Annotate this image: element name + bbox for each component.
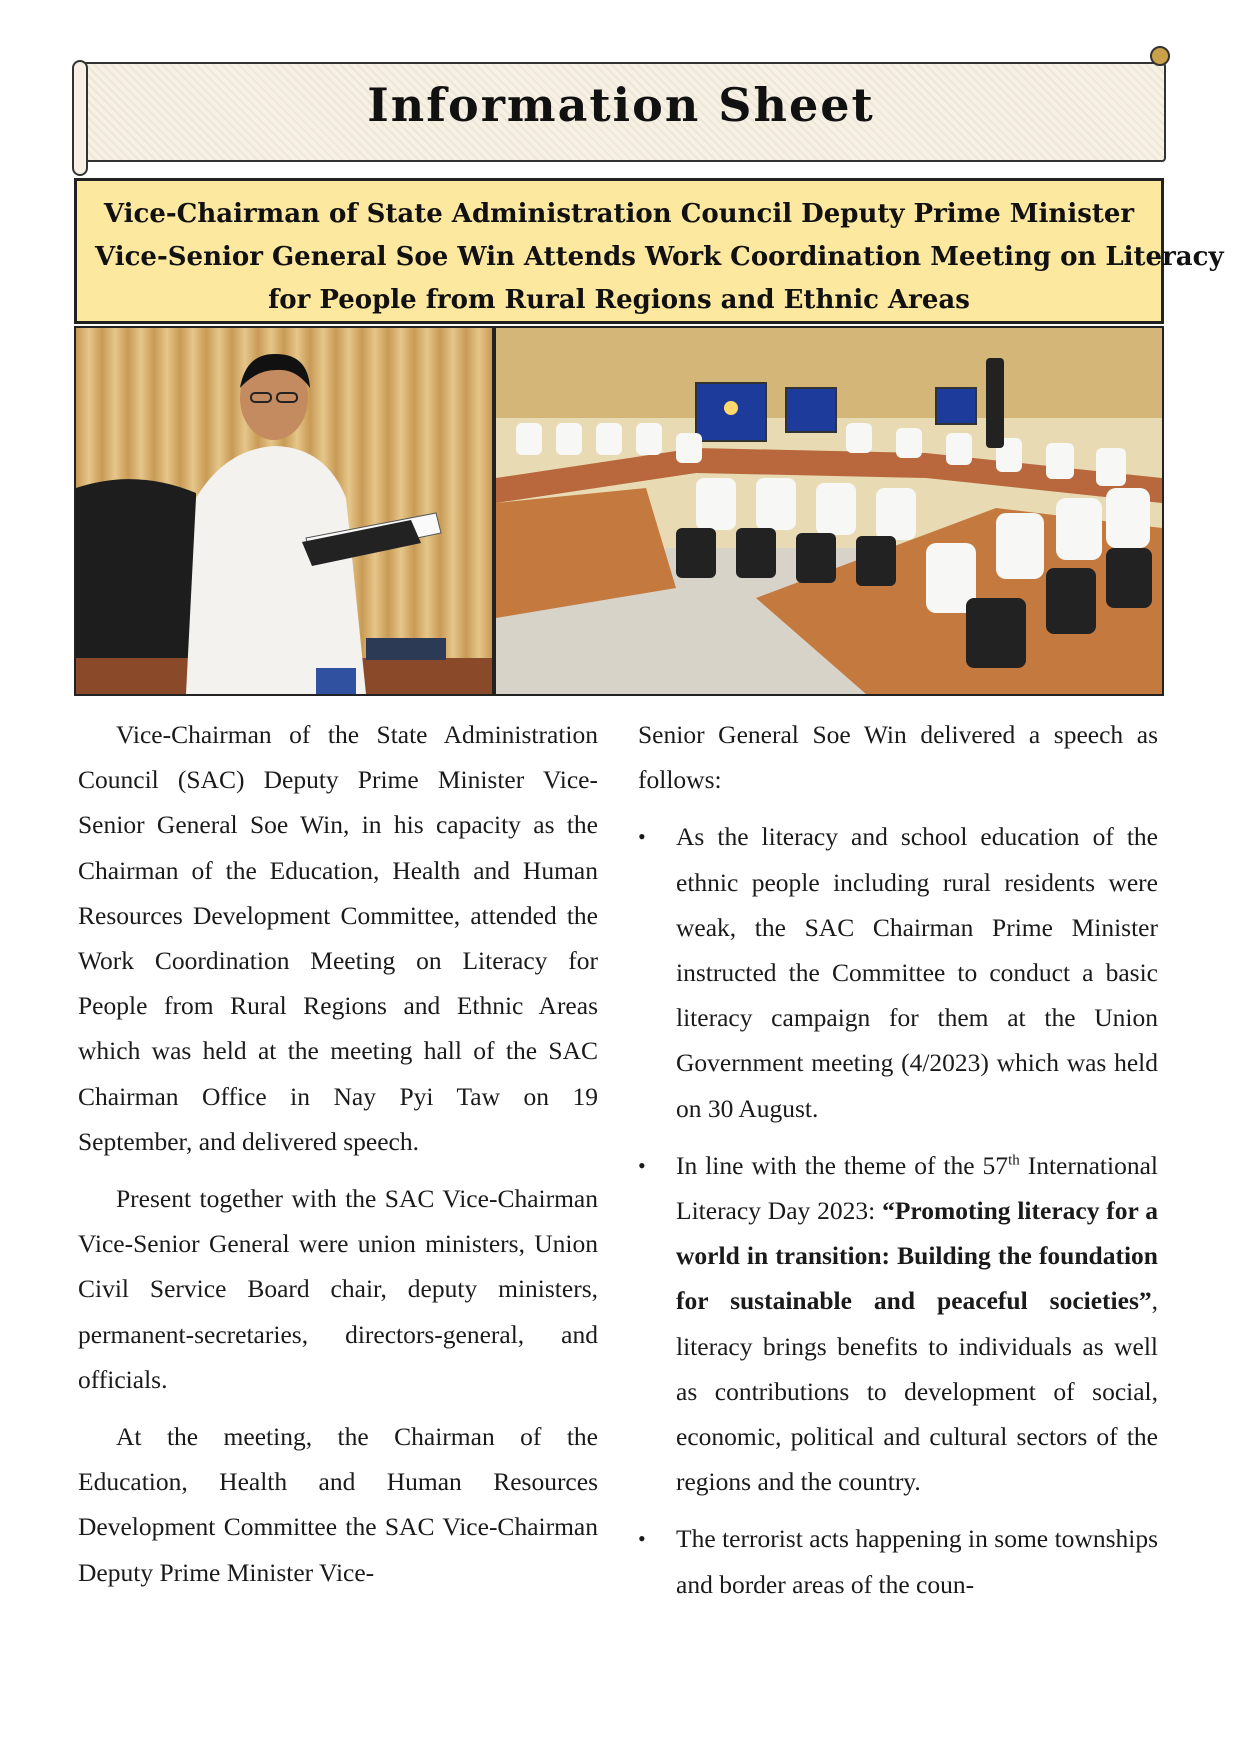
bullet-text: In line with the theme of the 57th International Literacy Day 2023: “Promoting literacy for a world in transition: Building the foundation for sustainable and peaceful societies”, literacy brings benefits to individuals as well as contributions to development of social, economic, political and cultural sectors of the regions and the country. (676, 1150, 1159, 1497)
bullet-item (638, 1143, 1158, 1505)
body-paragraph: At the meeting, the Chairman of the Education, Health and Human Resources Development Committee the SAC Vice-Chairman Deputy Prime Minister Vice- (78, 1422, 598, 1587)
speaker-photo (76, 328, 492, 694)
bullet-dot-icon: • (638, 1526, 646, 1552)
bullet-item (638, 1516, 1158, 1606)
page-title: Information Sheet (367, 78, 875, 132)
literacy-day-theme: “Promoting literacy for a world in transition: Building the foundation for sustainable and peaceful societies” (676, 1196, 1159, 1316)
bullet-text: As the literacy and school education of the ethnic people including rural residents were weak, the SAC Chairman Prime Minister instructed the Committee to conduct a basic literacy campaign for them at the Union Government meeting (4/2023) which was held on 30 August. (676, 822, 1158, 1123)
right-column (638, 712, 1158, 1619)
headline-line: Vice-Chairman of State Administration Council Deputy Prime Minister (103, 199, 1135, 229)
bullet-dot-icon: • (638, 1152, 646, 1178)
headline-line: Vice-Senior General Soe Win Attends Work Coordination Meeting on Literacy (95, 242, 1224, 272)
bullet-item (638, 814, 1158, 1130)
scroll-curl-right (1150, 46, 1170, 66)
body-paragraph: Present together with the SAC Vice-Chairman Vice-Senior General were union ministers, Union Civil Service Board chair, deputy ministers, permanent-secretaries, directors-general, and officials. (78, 1184, 598, 1394)
headline-box (74, 178, 1224, 324)
headline-line: for People from Rural Regions and Ethnic Areas (268, 285, 970, 315)
body-paragraph: Vice-Chairman of the State Administration Council (SAC) Deputy Prime Minister Vice-Senior General Soe Win, in his capacity as the Chairman of the Education, Health and Human Resources Development Committee, attended the Work Coordination Meeting on Literacy for People from Rural Regions and Ethnic Areas which was held at the meeting hall of the SAC Chairman Office in Nay Pyi Taw on 19 September, and delivered speech. (78, 720, 598, 1156)
meeting-photo (496, 328, 1162, 694)
bullet-text: The terrorist acts happening in some townships and border areas of the coun- (676, 1524, 1158, 1599)
left-column (78, 712, 598, 1607)
photo-strip (74, 326, 1164, 696)
bullet-dot-icon: • (638, 824, 646, 850)
body-paragraph-continued: Senior General Soe Win delivered a speech as follows: (638, 720, 1158, 795)
